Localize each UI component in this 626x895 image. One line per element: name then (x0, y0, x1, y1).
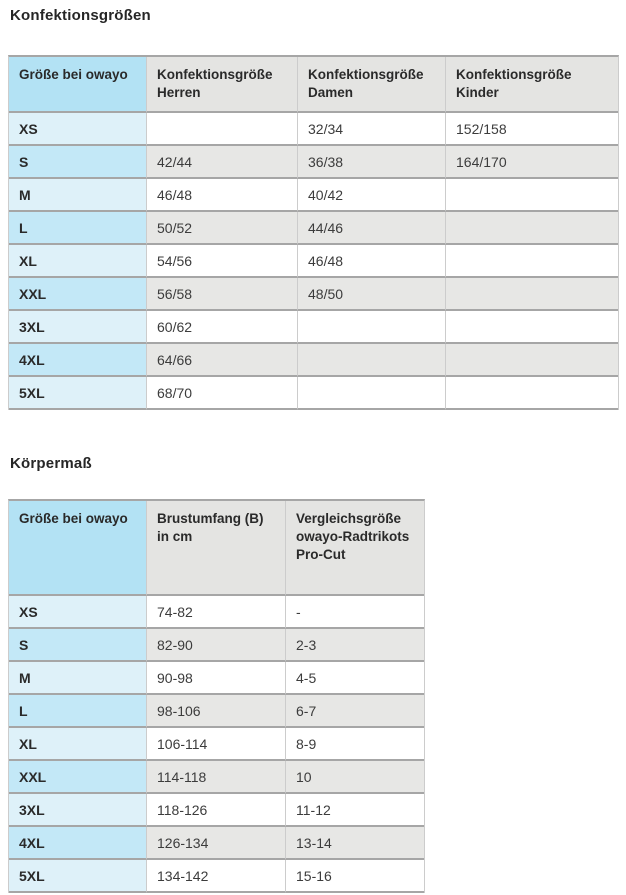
value-cell (446, 377, 618, 410)
table-row (9, 179, 618, 212)
value-cell: 40/42 (298, 179, 446, 212)
table-row (9, 344, 618, 377)
konfektion-table-header (9, 57, 618, 113)
value-cell: 164/170 (446, 146, 618, 179)
table-row (9, 377, 618, 410)
value-cell: 44/46 (298, 212, 446, 245)
size-cell: L (9, 212, 147, 245)
column-header-herren: Konfektionsgröße Herren (147, 57, 298, 113)
size-cell: XXL (9, 761, 147, 794)
value-cell: 118-126 (147, 794, 286, 827)
size-cell: M (9, 662, 147, 695)
value-cell: 8-9 (286, 728, 424, 761)
size-cell: XXL (9, 278, 147, 311)
value-cell: 90-98 (147, 662, 286, 695)
value-cell: 6-7 (286, 695, 424, 728)
section-title-konfektionsgroessen: Konfektionsgrößen (10, 7, 151, 24)
value-cell (446, 344, 618, 377)
value-cell: 11-12 (286, 794, 424, 827)
table-row (9, 311, 618, 344)
table-row (9, 860, 424, 893)
value-cell (446, 278, 618, 311)
table-row (9, 728, 424, 761)
value-cell: 126-134 (147, 827, 286, 860)
value-cell: 36/38 (298, 146, 446, 179)
value-cell: 13-14 (286, 827, 424, 860)
size-cell: XS (9, 596, 147, 629)
table-row (9, 662, 424, 695)
size-cell: 4XL (9, 827, 147, 860)
value-cell (147, 113, 298, 146)
value-cell: 82-90 (147, 629, 286, 662)
table-row (9, 761, 424, 794)
column-header-vergleichsgroesse: Vergleichsgröße owayo-Radtrikots Pro-Cut (286, 501, 424, 596)
value-cell: 4-5 (286, 662, 424, 695)
konfektion-table-body (9, 113, 618, 410)
table-row (9, 113, 618, 146)
value-cell: 68/70 (147, 377, 298, 410)
value-cell: 50/52 (147, 212, 298, 245)
size-cell: 3XL (9, 311, 147, 344)
value-cell (446, 212, 618, 245)
value-cell: 48/50 (298, 278, 446, 311)
table-row (9, 278, 618, 311)
value-cell: 152/158 (446, 113, 618, 146)
value-cell: 46/48 (147, 179, 298, 212)
value-cell: 98-106 (147, 695, 286, 728)
size-cell: S (9, 629, 147, 662)
size-cell: XL (9, 245, 147, 278)
size-cell: S (9, 146, 147, 179)
column-header-damen: Konfektionsgröße Damen (298, 57, 446, 113)
size-cell: XL (9, 728, 147, 761)
table-row (9, 146, 618, 179)
size-cell: 5XL (9, 377, 147, 410)
value-cell: 54/56 (147, 245, 298, 278)
value-cell (446, 245, 618, 278)
value-cell: 64/66 (147, 344, 298, 377)
value-cell: 15-16 (286, 860, 424, 893)
table-row (9, 212, 618, 245)
value-cell: 114-118 (147, 761, 286, 794)
value-cell (298, 344, 446, 377)
size-cell: 3XL (9, 794, 147, 827)
value-cell: 10 (286, 761, 424, 794)
table-row (9, 827, 424, 860)
value-cell: 46/48 (298, 245, 446, 278)
value-cell: 60/62 (147, 311, 298, 344)
size-cell: 4XL (9, 344, 147, 377)
size-cell: M (9, 179, 147, 212)
value-cell: 42/44 (147, 146, 298, 179)
size-cell: XS (9, 113, 147, 146)
section-title-koerpermass: Körpermaß (10, 455, 92, 472)
header-row (9, 57, 618, 113)
value-cell: 134-142 (147, 860, 286, 893)
value-cell: 74-82 (147, 596, 286, 629)
table-row (9, 596, 424, 629)
koerpermass-table-header (9, 501, 424, 596)
koerpermass-table-body (9, 596, 424, 893)
value-cell: 106-114 (147, 728, 286, 761)
column-header-groesse-owayo: Größe bei owayo (9, 501, 147, 596)
table-row (9, 695, 424, 728)
column-header-kinder: Konfektionsgröße Kinder (446, 57, 618, 113)
value-cell (446, 179, 618, 212)
header-row (9, 501, 424, 596)
size-cell: 5XL (9, 860, 147, 893)
koerpermass-size-table (8, 499, 425, 893)
column-header-brustumfang: Brustumfang (B) in cm (147, 501, 286, 596)
konfektion-size-table (8, 55, 619, 410)
value-cell: 32/34 (298, 113, 446, 146)
value-cell: 2-3 (286, 629, 424, 662)
size-cell: L (9, 695, 147, 728)
value-cell (298, 377, 446, 410)
table-row (9, 245, 618, 278)
column-header-groesse-owayo: Größe bei owayo (9, 57, 147, 113)
value-cell: 56/58 (147, 278, 298, 311)
value-cell (446, 311, 618, 344)
value-cell: - (286, 596, 424, 629)
table-row (9, 794, 424, 827)
table-row (9, 629, 424, 662)
value-cell (298, 311, 446, 344)
